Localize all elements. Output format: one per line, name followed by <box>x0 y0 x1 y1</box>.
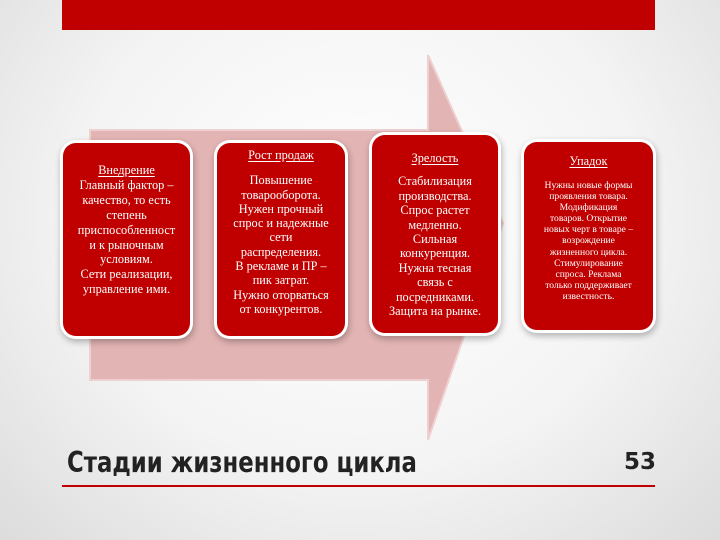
stage-title: Зрелость <box>411 151 459 165</box>
stage-card-decline <box>524 142 653 330</box>
stage-text: Главный фактор – качество, то есть степень приспособленност и к рыночным условиям. Сети реализации, управление ими. <box>77 177 176 297</box>
stage-card-maturity <box>372 135 498 333</box>
stage-card-growth <box>217 143 345 336</box>
bottom-divider <box>62 485 655 487</box>
stage-card-introduction <box>63 143 190 336</box>
stage-title: Рост продаж <box>248 148 314 162</box>
page-number: 53 <box>623 449 656 475</box>
slide-title: Стадии жизненного цикла <box>67 446 417 479</box>
stage-text: Повышение товарооборота. Нужен прочный спрос и надежные сети распределения. В рекламе и ПР – пик затрат. Нужно оторваться от конкурентов. <box>233 173 329 316</box>
stage-text: Нужны новые формы проявления товара. Модификация товаров. Открытие новых черт в товаре – возрождение жизненного цикла. Стимулирование спроса. Реклама только поддерживает известность. <box>543 180 634 302</box>
stage-title: Внедрение <box>98 163 155 177</box>
stage-title: Упадок <box>569 154 608 168</box>
stage-text: Стабилизация производства. Спрос растет медленно. Сильная конкуренция. Нужна тесная связь с посредниками. Защита на рынке. <box>388 174 482 319</box>
